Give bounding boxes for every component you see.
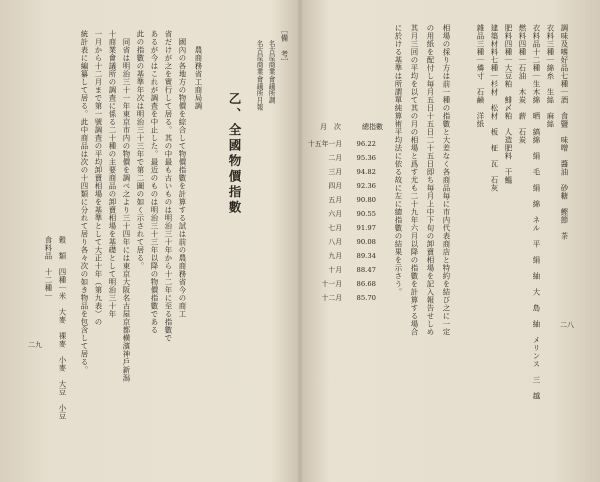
list-line: 調味及嗜好品七種｜酒 食鹽 味噌 醬油 砂糖 鰹節 茶: [560, 24, 569, 240]
body-line: 國內の各地方の物價を綜合して物價指數を計算する試は前の農商務省今の商工: [178, 38, 187, 318]
row-month: 五月: [328, 196, 342, 204]
row-month: 二月: [328, 154, 342, 162]
table-row: [306, 264, 376, 274]
left-page: [0, 0, 298, 482]
list-line: 穀 類 四種｜米 大麥 裸麥 小麥 大豆 小豆: [58, 236, 67, 420]
list-line: 建築材料七種｜杉材 松材 板 柾 瓦 石灰: [490, 24, 499, 192]
page-number: 二八: [560, 321, 574, 329]
list-line: 肥料四種｜大豆粕 鯡〆粕 人造肥料 干鰮: [504, 24, 513, 184]
list-line: 衣料三種｜綿糸 生絲 麻絲: [546, 24, 555, 128]
table-row: [306, 292, 376, 302]
section-title: 乙、全國物價指數: [227, 92, 242, 216]
row-month: 十五年一月: [308, 140, 342, 148]
table-row: [306, 194, 376, 204]
row-value: 92.36: [356, 182, 376, 190]
body-line: に於ける基準は所謂單純算術平均法に依る故に左に總指數の結果を示さう。: [394, 24, 403, 296]
row-value: 95.36: [356, 154, 376, 162]
table-month-header: 月 次: [320, 123, 341, 131]
body-line: あるが今はこれが調査を中止した。最近のものは明治三十三年以降の物價指數である: [150, 30, 159, 334]
row-value: 90.55: [356, 210, 376, 218]
list-line: 衣料品十二種｜生木綿 晒 縞綿 絹 毛 絹 綿 ネル 平 絹 紬 大 島 紬 メリンス 三 越: [532, 24, 541, 400]
body-line: 此の指數の基準年次は明治三十三年で第二圖の如く示されて居る。: [136, 30, 145, 270]
row-value: 86.68: [356, 280, 376, 288]
body-line: 十商業會議所の調査に係る二十種の主要商品の卸賣相場を基礎として明治三十年: [108, 30, 117, 318]
list-line: 燃料四種｜石油 木炭 薪 石炭: [518, 24, 527, 144]
row-value: 89.34: [356, 252, 376, 260]
row-value: 94.82: [356, 168, 376, 176]
body-line: 一月から十二月まで第一號調査の平均卸賣相場を基準として大正十年（第九表）の: [94, 30, 103, 326]
row-month: 四月: [328, 182, 342, 190]
table-row: [306, 278, 376, 288]
row-month: 七月: [328, 224, 342, 232]
body-line: 省だけが之を實行して居る。其の中最も古いものは明治三十年から十二年に至る指數で: [164, 30, 173, 342]
table-row: [306, 152, 376, 162]
row-value: 90.80: [356, 196, 376, 204]
note-line: 名古屋商業會議所月報: [255, 40, 263, 111]
page-number: 二九: [28, 341, 42, 349]
table-row: [306, 222, 376, 232]
list-line: 食料品 十二種｜: [44, 236, 53, 460]
subsection-title: 農商務省工商局調: [194, 46, 203, 110]
body-line: 其月三回の平均を以て其の月の相場と爲す尤も二十九年六月以降の指數を計算する場合: [410, 24, 419, 336]
row-month: 十二月: [321, 294, 342, 302]
row-month: 八月: [328, 238, 342, 246]
body-line: の用紙を配付し毎月五日十五日二十五日即ち毎月上中下旬の卸賣相場を記入報告せしめ: [426, 24, 435, 336]
row-month: 六月: [328, 210, 342, 218]
table-row: [306, 138, 376, 148]
note-line: 名古屋商業會議所調: [267, 40, 275, 104]
body-line: 統計表に編纂して居る。此中商品は次の十四類に分れて居り各々次の如き物品を包含して居る。: [80, 30, 89, 374]
row-month: 九月: [328, 252, 342, 260]
table-row: [306, 166, 376, 176]
table-row: [306, 208, 376, 218]
row-value: 88.47: [356, 266, 376, 274]
table-row: [306, 236, 376, 246]
row-value: 85.70: [356, 294, 376, 302]
table-index-header: 總指數: [362, 123, 383, 131]
table-row: [306, 180, 376, 190]
row-month: 十一月: [321, 280, 342, 288]
note-tag: ［備 考］: [280, 26, 289, 66]
row-value: 90.08: [356, 238, 376, 246]
row-month: 三月: [328, 168, 342, 176]
body-line: 同省は明治三十一年東京市内の物價を調べ之より三十四年には東京大阪名古屋京都横濱神戶新潟: [122, 38, 131, 382]
row-month: 十月: [328, 266, 342, 274]
row-value: 96.22: [356, 140, 376, 148]
row-value: 91.97: [356, 224, 376, 232]
body-line: 相場の採り方は前一種の指數と大差なく各商品毎に市内代表商店と特約を結び之に一定: [442, 24, 451, 336]
list-line: 雜品三種｜燐寸 石鹸 洋紙: [476, 24, 485, 128]
right-page: [302, 0, 600, 482]
table-row: [306, 250, 376, 260]
